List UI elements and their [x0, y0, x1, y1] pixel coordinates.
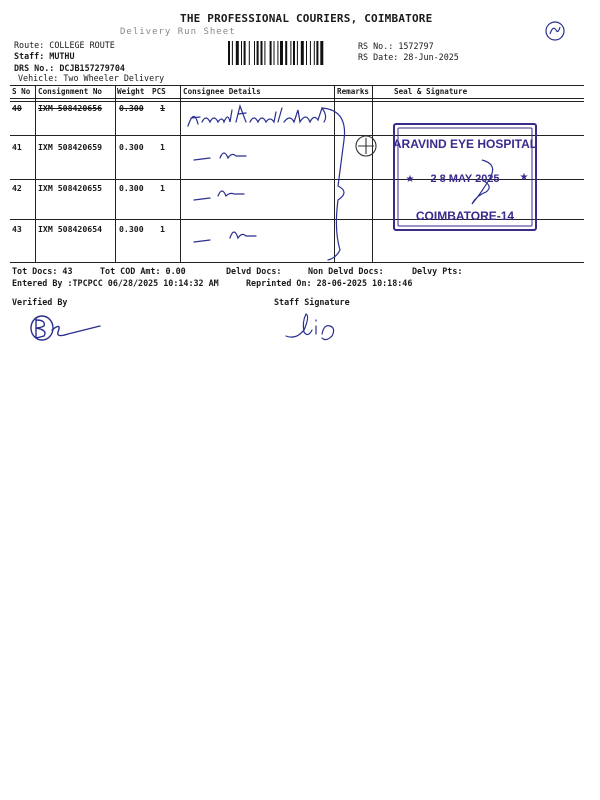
row-sno: 40: [12, 103, 22, 113]
column-header-sno: S No: [12, 87, 31, 96]
rs-date: RS Date: 28-Jun-2025: [358, 52, 459, 62]
row-consignment-no: IXM 508420656: [38, 103, 103, 113]
document-title: THE PROFESSIONAL COURIERS, COIMBATORE: [180, 12, 433, 25]
row-sno: 43: [12, 224, 22, 234]
star-icon: ★: [405, 174, 415, 185]
row-weight: 0.300: [119, 103, 144, 113]
column-divider: [115, 86, 116, 262]
row-weight: 0.300: [119, 224, 144, 234]
non-delivered-docs: Non Delvd Docs:: [308, 266, 384, 276]
staff-signature-label: Staff Signature: [274, 297, 350, 307]
row-pcs: 1: [160, 103, 165, 113]
stamp-city: COIMBATORE-14: [415, 209, 515, 223]
entered-by: Entered By :TPCPCC 06/28/2025 10:14:32 AM: [12, 278, 219, 288]
star-icon: ★: [519, 172, 529, 183]
verified-by-label: Verified By: [12, 297, 68, 307]
row-sno: 42: [12, 183, 22, 193]
handwritten-consignee-marks: [180, 100, 380, 262]
total-cod-amount: Tot COD Amt: 0.00: [100, 266, 186, 276]
stamp-name: ARAVIND EYE HOSPITAL: [392, 137, 538, 151]
column-divider: [35, 86, 36, 262]
route-label: Route: COLLEGE ROUTE: [14, 40, 115, 50]
delivery-points: Delvy Pts:: [412, 266, 463, 276]
table-bottom-rule: [10, 262, 584, 263]
row-weight: 0.300: [119, 183, 144, 193]
column-header-weight: Weight: [117, 87, 145, 96]
vehicle-label: Vehicle: Two Wheeler Delivery: [18, 73, 165, 83]
reprinted-on: Reprinted On: 28-06-2025 10:18:46: [246, 278, 413, 288]
corner-circle-mark-icon: [544, 20, 566, 42]
hospital-seal-stamp: [390, 120, 540, 234]
row-weight: 0.300: [119, 142, 144, 152]
table-header-rule: [10, 98, 584, 99]
verifier-signature: [28, 312, 108, 344]
row-pcs: 1: [160, 224, 165, 234]
faded-subtitle: Delivery Run Sheet: [120, 27, 236, 37]
column-header-remarks: Remarks: [337, 87, 370, 96]
column-header-seal: Seal & Signature: [394, 87, 468, 96]
row-sno: 41: [12, 142, 22, 152]
rs-number: RS No.: 1572797: [358, 41, 434, 51]
row-pcs: 1: [160, 183, 165, 193]
delivered-docs: Delvd Docs:: [226, 266, 282, 276]
row-consignment-no: IXM 508420654: [38, 224, 103, 234]
staff-signature: [282, 308, 352, 344]
row-pcs: 1: [160, 142, 165, 152]
column-header-pcs: PCS: [152, 87, 166, 96]
barcode-image: [228, 41, 346, 65]
total-docs: Tot Docs: 43: [12, 266, 73, 276]
column-header-consignment: Consignment No: [38, 87, 103, 96]
column-header-consignee: Consignee Details: [183, 87, 261, 96]
row-consignment-no: IXM 508420659: [38, 142, 103, 152]
stamp-date: 2 8 MAY 2025: [430, 173, 500, 185]
table-top-rule: [10, 85, 584, 86]
drs-number: DRS No.: DCJB157279704: [14, 63, 125, 73]
staff-label: Staff: MUTHU: [14, 51, 75, 61]
row-consignment-no: IXM 508420655: [38, 183, 103, 193]
